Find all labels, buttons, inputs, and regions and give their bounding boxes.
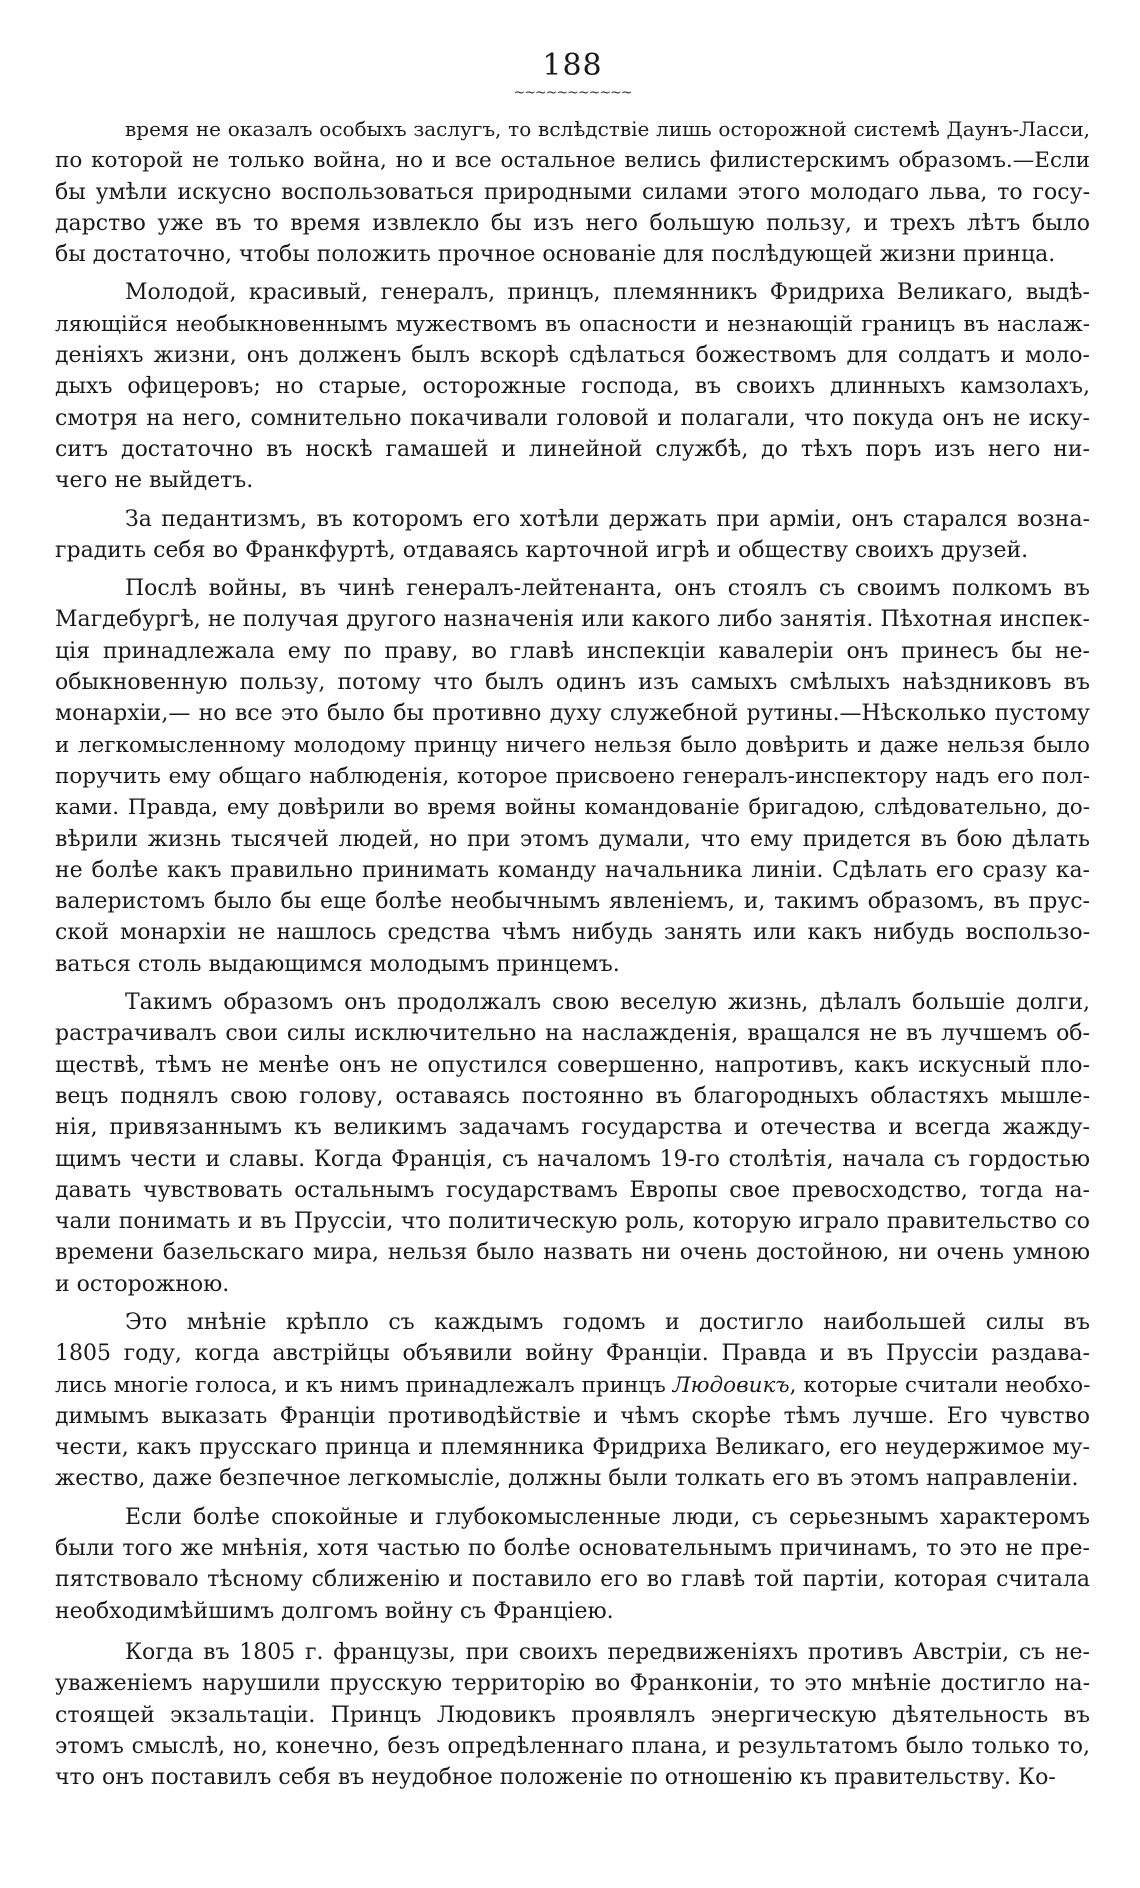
text-line: ситъ достаточно въ носкѣ гамашей и линейной службѣ, до тѣхъ поръ изъ него ни- [55, 436, 1090, 462]
text-line: Когда въ 1805 г. французы, при своихъ передвиженіяхъ противъ Австріи, съ не- [125, 1639, 1090, 1665]
text-line: ваться столь выдающимся молодымъ принцемъ. [55, 951, 620, 977]
text-line: ской монархіи не нашлось средства чѣмъ нибудь занять или какъ нибудь воспользо- [55, 920, 1090, 946]
paragraph [55, 573, 1090, 980]
text-line: этомъ смыслѣ, но, конечно, безъ опредѣленнаго плана, и результатомъ было только то, [55, 1733, 1090, 1759]
paragraph [55, 1307, 1090, 1495]
text-line: чести, какъ прусскаго принца и племянника Фридриха Великаго, его неудержимое му- [55, 1435, 1090, 1461]
text-line: необходимѣйшимъ долгомъ войну съ Франціею. [55, 1598, 614, 1624]
text-line: смотря на него, сомнительно покачивали головой и полагали, что покуда онъ не иску- [55, 405, 1090, 431]
text-line: Если болѣе спокойные и глубокомысленные люди, съ серьезнымъ характеромъ [125, 1504, 1090, 1530]
book-page [55, 48, 1090, 1800]
text-line: димымъ выказать Франціи противодѣйствіе и чѣмъ скорѣе тѣмъ лучше. Его чувство [55, 1403, 1090, 1429]
header-ornament: ~~~~~~~~~~~ [513, 85, 632, 101]
text-line: Молодой, красивый, генералъ, принцъ, племянникъ Фридриха Великаго, выдѣ- [125, 280, 1090, 306]
paragraph [55, 1502, 1090, 1627]
text-line: растрачивалъ свои силы исключительно на наслажденія, вращался не въ лучшемъ об- [55, 1021, 1090, 1047]
text-line: вецъ поднялъ свою голову, оставаясь постоянно въ благородныхъ областяхъ мышле- [55, 1083, 1090, 1109]
text-line: стоящей экзальтаціи. Принцъ Людовикъ проявлялъ энергическую дѣятельность въ [55, 1702, 1090, 1728]
paragraph [55, 277, 1090, 496]
text-line: пятствовало тѣсному сближенію и поставило его во главѣ той партіи, которая считала [55, 1567, 1090, 1593]
text-line: уваженіемъ нарушили прусскую территорію во Франконіи, то это мнѣніе достигло на- [55, 1671, 1090, 1697]
text-line: Это мнѣніе крѣпло съ каждымъ годомъ и достигло наибольшей силы въ [125, 1309, 1090, 1335]
paragraph [55, 504, 1090, 567]
text-line: бы умѣли искусно воспользоваться природными силами этого молодаго льва, то госу- [55, 179, 1090, 205]
text-line: деніяхъ жизни, онъ долженъ былъ вскорѣ сдѣлаться божествомъ для солдатъ и моло- [55, 343, 1090, 369]
text-line: ществѣ, тѣмъ не менѣе онъ не опустился совершенно, напротивъ, какъ искусный пло- [55, 1052, 1090, 1078]
text-line: щимъ чести и славы. Когда Франція, съ началомъ 19-го столѣтія, начала съ гордостью [55, 1146, 1090, 1172]
text-line: ція принадлежала ему по праву, во главѣ инспекціи кавалеріи онъ принесъ бы не- [55, 638, 1090, 664]
text-line: что онъ поставилъ себя въ неудобное положеніе по отношенію къ правительству. Ко- [55, 1765, 1056, 1791]
text-line: Послѣ войны, въ чинѣ генералъ-лейтенанта, онъ стоялъ съ своимъ полкомъ въ [125, 576, 1090, 602]
text-line: вѣрили жизнь тысячей людей, но при этомъ думали, что ему придется въ бою дѣлать [55, 826, 1090, 852]
paragraph [55, 987, 1090, 1300]
text-line: давать чувствовать остальнымъ государствамъ Европы свое превосходство, тогда на- [55, 1177, 1090, 1203]
text-line: чего не выйдетъ. [55, 468, 254, 494]
text-line: жество, даже безпечное легкомысліе, должны были толкать его въ этомъ направленіи. [55, 1466, 1079, 1492]
emphasized-name: Людовикъ [672, 1372, 790, 1398]
text-line: чали понимать и въ Пруссіи, что политическую роль, которую играло правительство со [55, 1209, 1090, 1235]
text-line: и легкомысленному молодому принцу ничего нельзя было довѣрить и даже нельзя было [55, 732, 1090, 758]
text-line: За педантизмъ, въ которомъ его хотѣли держать при арміи, онъ старался возна- [125, 506, 1090, 532]
text-line: по которой не только война, но и все остальное велись филистерскимъ образомъ.—Если [55, 148, 1090, 174]
text-line: были того же мнѣнія, хотя частью по болѣе основательнымъ причинамъ, то это не пре- [55, 1536, 1090, 1562]
text-body [55, 114, 1090, 1793]
text-line: Магдебургѣ, не получая другого назначенія или какого либо занятія. Пѣхотная инспек- [55, 607, 1090, 633]
text-line: и осторожною. [55, 1271, 230, 1297]
paragraph [55, 1637, 1090, 1793]
text-line: ляющійся необыкновеннымъ мужествомъ въ опасности и незнающій границъ въ наслаж- [55, 311, 1090, 337]
page-number: 188 [542, 48, 603, 83]
text-line: времени базельскаго мира, нельзя было назвать ни очень достойною, ни очень умною [55, 1240, 1090, 1266]
text-line: не болѣе какъ правильно принимать команду начальника линіи. Сдѣлать его сразу ка- [55, 857, 1090, 883]
text-line: дарство уже въ то время извлекло бы изъ него большую пользу, и трехъ лѣтъ было [55, 210, 1090, 236]
text-line: лись многіе голоса, и къ нимъ принадлежалъ принцъ Людовикъ, которые считали необхо- [55, 1372, 1090, 1398]
text-line: градить себя во Франкфуртѣ, отдаваясь карточной игрѣ и обществу своихъ друзей. [55, 537, 1029, 563]
text-line: валеристомъ было бы еще болѣе необычнымъ явленіемъ, и, такимъ образомъ, въ прус- [55, 889, 1090, 915]
text-line: нія, привязаннымъ къ великимъ задачамъ государства и отечества и всегда жажду- [55, 1115, 1090, 1141]
text-line: дыхъ офицеровъ; но старые, осторожные господа, въ своихъ длинныхъ камзолахъ, [55, 374, 1090, 400]
text-line: монархіи,— но все это было бы противно духу служебной рутины.—Нѣсколько пустому [55, 701, 1090, 727]
text-line: поручить ему общаго наблюденія, которое присвоено генералъ-инспектору надъ его пол- [55, 763, 1090, 789]
text-line: бы достаточно, чтобы положить прочное основаніе для послѣдующей жизни принца. [55, 242, 1056, 268]
text-line: ками. Правда, ему довѣрили во время войны командованіе бригадою, слѣдовательно, до- [55, 795, 1090, 821]
text-line: 1805 году, когда австрійцы объявили войну Франціи. Правда и въ Пруссіи раздава- [55, 1341, 1090, 1367]
text-line: время не оказалъ особыхъ заслугъ, то вслѣдствіе лишь осторожной системѣ Даунъ-Ласси, [125, 117, 1090, 141]
paragraph [55, 114, 1090, 270]
text-line: обыкновенную пользу, потому что былъ одинъ изъ самыхъ смѣлыхъ наѣздниковъ въ [55, 670, 1090, 696]
text-line: Такимъ образомъ онъ продолжалъ свою веселую жизнь, дѣлалъ большіе долги, [125, 990, 1090, 1016]
